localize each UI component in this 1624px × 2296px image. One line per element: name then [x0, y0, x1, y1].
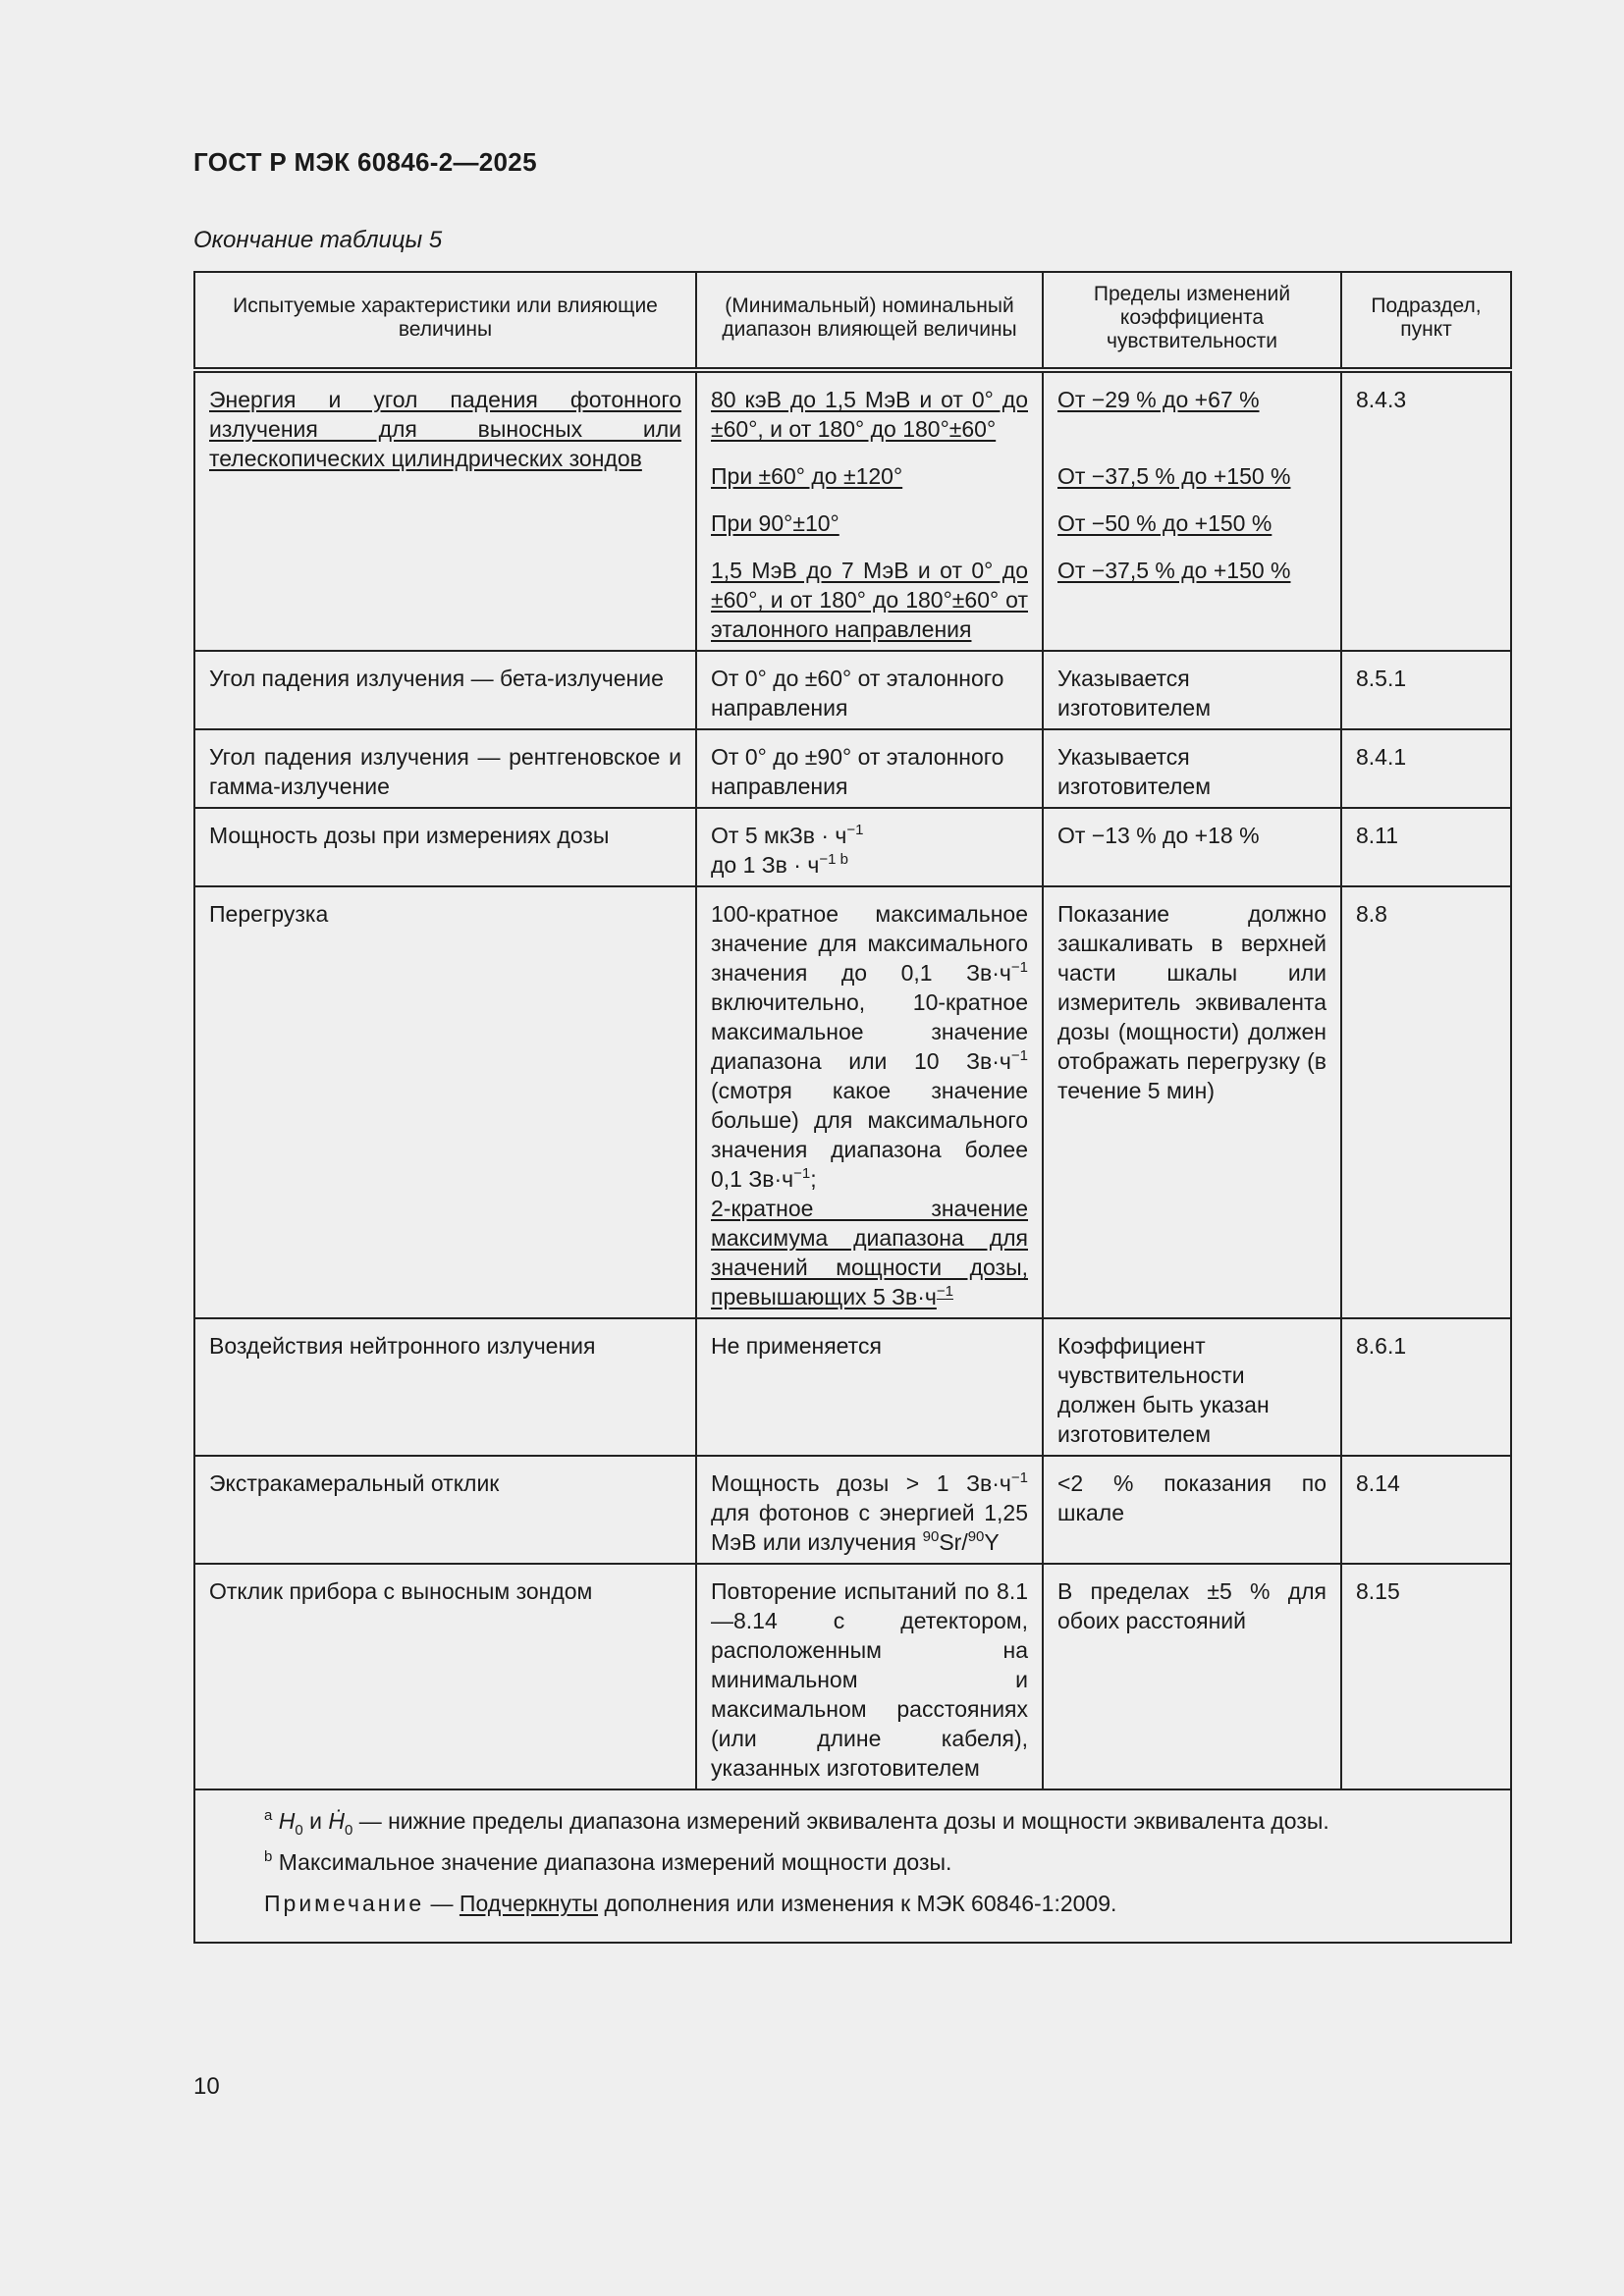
note-dash: —	[424, 1891, 460, 1916]
clause-cell: 8.14	[1341, 1456, 1511, 1564]
range-text: 100-кратное максимальное значение для максимального значения до 0,1 Зв·ч	[711, 901, 1028, 986]
requirements-table	[193, 271, 1512, 1944]
superscript: −1	[1010, 959, 1028, 976]
superscript: −1	[936, 1283, 953, 1300]
column-header-range: (Минимальный) номинальный диапазон влияющей величины	[696, 272, 1043, 370]
limits-cell	[1043, 370, 1341, 651]
clause-cell: 8.15	[1341, 1564, 1511, 1789]
footnote-mark: b	[264, 1848, 273, 1865]
range-text: для фотонов с энергией 1,25 МэВ или излучения	[711, 1500, 1028, 1555]
clause-cell: 8.11	[1341, 808, 1511, 886]
footnote-text: Максимальное значение диапазона измерений мощности дозы.	[272, 1849, 952, 1875]
range-cell: Повторение испытаний по 8.1—8.14 с детектором, расположенным на минимальном и максимальном расстояниях (или длине кабеля), указанных изготовителем	[696, 1564, 1043, 1789]
table-row	[194, 1456, 1511, 1564]
note-text: дополнения или изменения к МЭК 60846-1:2009.	[598, 1891, 1117, 1916]
clause-cell: 8.8	[1341, 886, 1511, 1318]
subscript: 0	[344, 1822, 353, 1839]
note-label: Примечание	[264, 1891, 425, 1916]
footnote-text: — нижние пределы диапазона измерений эквивалента дозы и мощности эквивалента дозы.	[352, 1808, 1329, 1834]
table-row	[194, 886, 1511, 1318]
range-text: ;	[810, 1166, 817, 1192]
table-row	[194, 1564, 1511, 1789]
limits-cell: Указывается изготовителем	[1043, 729, 1341, 808]
clause-cell: 8.4.3	[1341, 370, 1511, 651]
limits-cell: От −13 % до +18 %	[1043, 808, 1341, 886]
subscript: 0	[295, 1822, 303, 1839]
clause-cell: 8.5.1	[1341, 651, 1511, 729]
document-header: ГОСТ Р МЭК 60846-2—2025	[193, 147, 537, 177]
range-cell: Не применяется	[696, 1318, 1043, 1456]
limit-item: От −37,5 % до +150 %	[1057, 558, 1291, 583]
superscript: −1	[793, 1165, 811, 1182]
range-text: (смотря какое значение больше) для максимального значения диапазона более 0,1 Зв·ч	[711, 1078, 1028, 1192]
range-text-underlined: 2-кратное значение максимума диапазона для значений мощности дозы, превышающих 5 Зв·ч	[711, 1196, 1028, 1309]
characteristic-cell: Перегрузка	[194, 886, 696, 1318]
characteristic-cell: Воздействия нейтронного излучения	[194, 1318, 696, 1456]
limits-cell: Коэффициент чувствительности должен быть указан изготовителем	[1043, 1318, 1341, 1456]
superscript: −1 b	[819, 851, 848, 868]
footnote-mark: a	[264, 1807, 273, 1824]
limits-cell: <2 % показания по шкале	[1043, 1456, 1341, 1564]
characteristic-cell: Экстракамеральный отклик	[194, 1456, 696, 1564]
isotope-mass: 90	[967, 1528, 985, 1545]
range-item: При 90°±10°	[711, 510, 839, 536]
table-note	[264, 1889, 1496, 1918]
range-cell	[696, 808, 1043, 886]
range-line: От 5 мкЗв · ч	[711, 823, 847, 848]
range-cell	[696, 886, 1043, 1318]
page-number: 10	[193, 2073, 220, 2100]
range-cell: От 0° до ±90° от эталонного направления	[696, 729, 1043, 808]
table-row	[194, 808, 1511, 886]
characteristic-cell: Угол падения излучения — рентгеновское и гамма-излучение	[194, 729, 696, 808]
range-text: Мощность дозы > 1 Зв·ч	[711, 1470, 1011, 1496]
table-row	[194, 370, 1511, 651]
footnote-b	[264, 1847, 1496, 1877]
superscript: −1	[1010, 1469, 1028, 1486]
isotope-element: Sr/	[939, 1529, 968, 1555]
limit-item: От −50 % до +150 %	[1057, 510, 1272, 536]
limit-item: От −37,5 % до +150 %	[1057, 463, 1291, 489]
isotope-mass: 90	[922, 1528, 940, 1545]
characteristic-cell: Отклик прибора с выносным зондом	[194, 1564, 696, 1789]
limits-cell: Указывается изготовителем	[1043, 651, 1341, 729]
symbol-h: H	[278, 1808, 296, 1834]
clause-cell: 8.6.1	[1341, 1318, 1511, 1456]
symbol-h-dot: Ḣ	[328, 1808, 345, 1834]
footnote-text: и	[302, 1808, 329, 1834]
clause-cell: 8.4.1	[1341, 729, 1511, 808]
superscript: −1	[1010, 1047, 1028, 1064]
table-row	[194, 1318, 1511, 1456]
table-row	[194, 729, 1511, 808]
range-item: 1,5 МэВ до 7 МэВ и от 0° до ±60°, и от 180° до 180°±60° от эталонного направления	[711, 558, 1028, 642]
characteristic-text: Энергия и угол падения фотонного излучения для выносных или телескопических цилиндрических зондов	[209, 387, 681, 471]
footnote-a	[264, 1806, 1496, 1839]
column-header-clause: Подраздел, пункт	[1341, 272, 1511, 370]
range-item: При ±60° до ±120°	[711, 463, 903, 489]
limits-cell: В пределах ±5 % для обоих расстояний	[1043, 1564, 1341, 1789]
footnotes-row	[194, 1789, 1511, 1943]
range-cell	[696, 370, 1043, 651]
limits-cell: Показание должно зашкаливать в верхней части шкалы или измеритель эквивалента дозы (мощности) должен отображать перегрузку (в течение 5 мин)	[1043, 886, 1341, 1318]
footnotes-cell	[194, 1789, 1511, 1943]
range-line: до 1 Зв · ч	[711, 852, 820, 878]
note-underlined-word: Подчеркнуты	[459, 1891, 599, 1916]
range-cell: От 0° до ±60° от эталонного направления	[696, 651, 1043, 729]
characteristic-cell: Мощность дозы при измерениях дозы	[194, 808, 696, 886]
range-text: включительно, 10-кратное максимальное значение диапазона или 10 Зв·ч	[711, 989, 1028, 1074]
table-header-row	[194, 272, 1511, 370]
table-caption: Окончание таблицы 5	[193, 227, 443, 253]
table-row	[194, 651, 1511, 729]
superscript: −1	[846, 822, 864, 838]
column-header-characteristic: Испытуемые характеристики или влияющие величины	[194, 272, 696, 370]
limit-item: От −29 % до +67 %	[1057, 387, 1260, 412]
isotope-element: Y	[984, 1529, 1000, 1555]
column-header-limits: Пределы изменений коэффициента чувствительности	[1043, 272, 1341, 370]
range-item: 80 кэВ до 1,5 МэВ и от 0° до ±60°, и от 180° до 180°±60°	[711, 387, 1028, 442]
characteristic-cell: Угол падения излучения — бета-излучение	[194, 651, 696, 729]
characteristic-cell	[194, 370, 696, 651]
range-cell	[696, 1456, 1043, 1564]
